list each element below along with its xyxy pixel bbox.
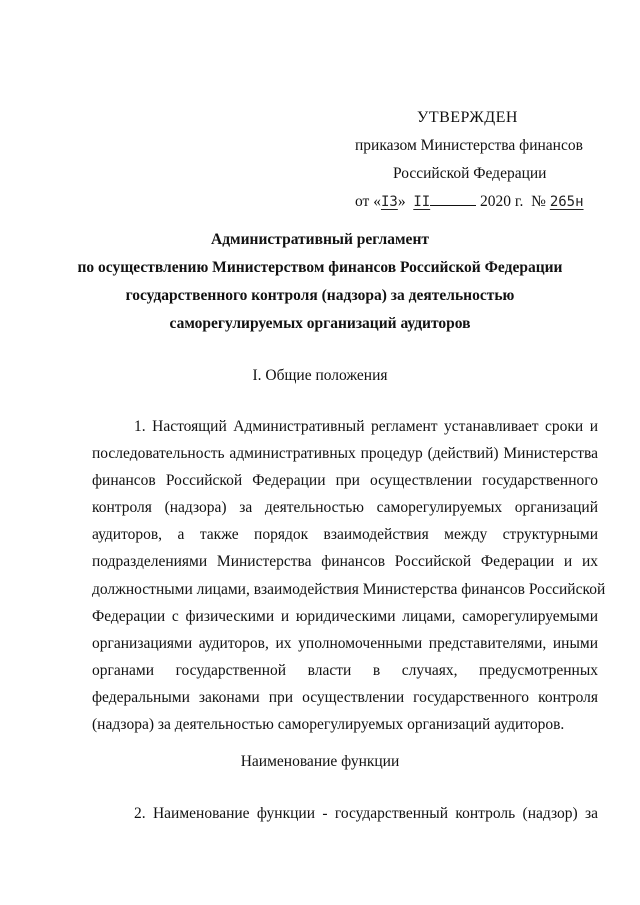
date-day: I3 (380, 194, 398, 210)
paragraph-line: органами государственной власти в случаях, предусмотренных (92, 661, 598, 679)
paragraph-line: должностными лицами, взаимодействия Министерства финансов Российской (92, 580, 606, 598)
paragraph-line: Федерации с физическими и юридическими лицами, саморегулируемыми (92, 607, 598, 625)
title-line-2: по осуществлению Министерством финансов Российской Федерации (77, 259, 563, 276)
number-label: № (531, 193, 546, 210)
title-line-4: саморегулируемых организаций аудиторов (169, 315, 471, 332)
approval-date-line (355, 188, 605, 216)
date-prefix: от « (355, 193, 381, 210)
paragraph-line: последовательность административных процедур (действий) Министерства (92, 445, 598, 463)
paragraph-line: подразделениями Министерства финансов Российской Федерации и их (92, 553, 598, 571)
paragraph-line: федеральными законами при осуществлении государственного контроля (92, 688, 598, 706)
paragraph-line: 2. Наименование функции - государственный контроль (надзор) за (134, 805, 598, 822)
paragraph-line: контроля (надзора) за деятельностью саморегулируемых организаций (92, 499, 598, 517)
title-line-1: Административный регламент (211, 231, 429, 248)
date-day-close: » (397, 193, 406, 210)
date-month: II (413, 194, 431, 210)
approval-order-line: приказом Министерства финансов (355, 137, 583, 154)
paragraph-line: финансов Российской Федерации при осуществлении государственного (92, 472, 598, 490)
section-heading-general: I. Общие положения (252, 367, 388, 384)
document-title (0, 226, 640, 338)
title-line-3: государственного контроля (надзора) за деятельностью (125, 287, 515, 304)
approval-ministry-line: Российской Федерации (393, 165, 547, 182)
paragraph-line: 1. Настоящий Административный регламент устанавливает сроки и (134, 418, 598, 435)
section-heading-function-name: Наименование функции (240, 753, 400, 770)
date-month-blank (430, 191, 476, 206)
paragraph-line: организациями аудиторов, их уполномоченными представителями, иными (92, 634, 598, 652)
paragraph-line: (надзора) за деятельностью саморегулируемых организаций аудиторов. (92, 716, 565, 734)
order-number: 265н (549, 194, 584, 210)
paragraph-2 (92, 800, 598, 827)
approved-label: УТВЕРЖДЕН (417, 109, 518, 126)
paragraph-1 (92, 413, 606, 738)
approval-stamp (355, 104, 605, 216)
paragraph-line: аудиторов, а также порядок взаимодействия между структурными (92, 526, 598, 544)
date-year: 2020 г. (480, 193, 524, 210)
